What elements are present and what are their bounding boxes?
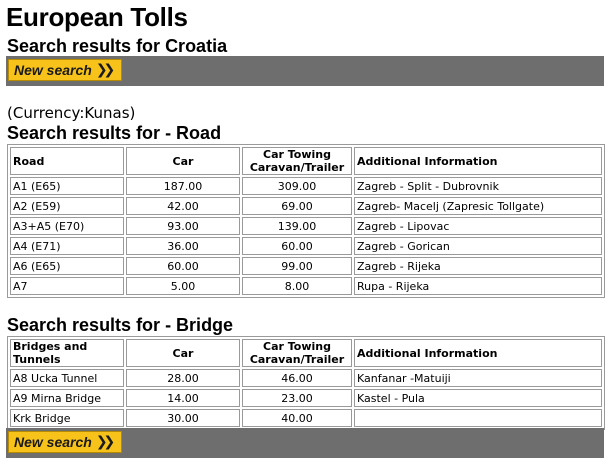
currency-note: (Currency:Kunas) [7, 104, 136, 122]
cell-name: A1 (E65) [10, 177, 124, 195]
cell-car: 36.00 [126, 237, 240, 255]
new-search-label: New search [14, 434, 92, 450]
bridge-header-info: Additional Information [354, 339, 602, 367]
new-search-label: New search [14, 62, 92, 78]
table-row [10, 277, 602, 295]
cell-tow: 23.00 [242, 389, 352, 407]
table-row [10, 409, 602, 427]
road-header-car: Car [126, 147, 240, 175]
cell-info [354, 409, 602, 427]
cell-info: Zagreb - Lipovac [354, 217, 602, 235]
bridge-results-table [7, 336, 605, 430]
table-row [10, 389, 602, 407]
cell-name: A7 [10, 277, 124, 295]
cell-car: 5.00 [126, 277, 240, 295]
road-header-info: Additional Information [354, 147, 602, 175]
road-header-row [10, 147, 602, 175]
double-chevron-right-icon: ❯❯ [95, 434, 112, 450]
cell-tow: 139.00 [242, 217, 352, 235]
cell-tow: 69.00 [242, 197, 352, 215]
cell-name: Krk Bridge [10, 409, 124, 427]
new-search-bar-bottom [6, 428, 604, 458]
bridge-header-row [10, 339, 602, 367]
table-row [10, 177, 602, 195]
page-subtitle: Search results for Croatia [7, 36, 228, 56]
cell-tow: 8.00 [242, 277, 352, 295]
cell-info: Zagreb- Macelj (Zapresic Tollgate) [354, 197, 602, 215]
bridge-section-title: Search results for - Bridge [7, 315, 234, 335]
cell-tow: 309.00 [242, 177, 352, 195]
cell-tow: 99.00 [242, 257, 352, 275]
cell-tow: 46.00 [242, 369, 352, 387]
cell-info: Zagreb - Gorican [354, 237, 602, 255]
table-row [10, 257, 602, 275]
new-search-button-top[interactable] [8, 59, 122, 81]
cell-car: 42.00 [126, 197, 240, 215]
cell-name: A8 Ucka Tunnel [10, 369, 124, 387]
table-row [10, 369, 602, 387]
cell-car: 60.00 [126, 257, 240, 275]
cell-name: A6 (E65) [10, 257, 124, 275]
table-row [10, 197, 602, 215]
bridge-header-tow: Car Towing Caravan/Trailer [242, 339, 352, 367]
double-chevron-right-icon: ❯❯ [95, 62, 112, 78]
road-header-name: Road [10, 147, 124, 175]
cell-name: A9 Mirna Bridge [10, 389, 124, 407]
cell-info: Rupa - Rijeka [354, 277, 602, 295]
new-search-button-bottom[interactable] [8, 431, 122, 453]
road-section-title: Search results for - Road [7, 123, 222, 143]
table-row [10, 237, 602, 255]
new-search-bar-top [6, 56, 604, 86]
cell-tow: 60.00 [242, 237, 352, 255]
road-results-table [7, 144, 605, 298]
cell-info: Kanfanar -Matuiji [354, 369, 602, 387]
road-header-tow: Car Towing Caravan/Trailer [242, 147, 352, 175]
cell-car: 30.00 [126, 409, 240, 427]
cell-car: 187.00 [126, 177, 240, 195]
cell-name: A2 (E59) [10, 197, 124, 215]
cell-car: 28.00 [126, 369, 240, 387]
table-row [10, 217, 602, 235]
cell-name: A3+A5 (E70) [10, 217, 124, 235]
cell-tow: 40.00 [242, 409, 352, 427]
cell-car: 93.00 [126, 217, 240, 235]
cell-info: Kastel - Pula [354, 389, 602, 407]
page-title: European Tolls [6, 2, 188, 32]
cell-name: A4 (E71) [10, 237, 124, 255]
bridge-header-name: Bridges and Tunnels [10, 339, 124, 367]
bridge-header-car: Car [126, 339, 240, 367]
cell-car: 14.00 [126, 389, 240, 407]
cell-info: Zagreb - Rijeka [354, 257, 602, 275]
cell-info: Zagreb - Split - Dubrovnik [354, 177, 602, 195]
